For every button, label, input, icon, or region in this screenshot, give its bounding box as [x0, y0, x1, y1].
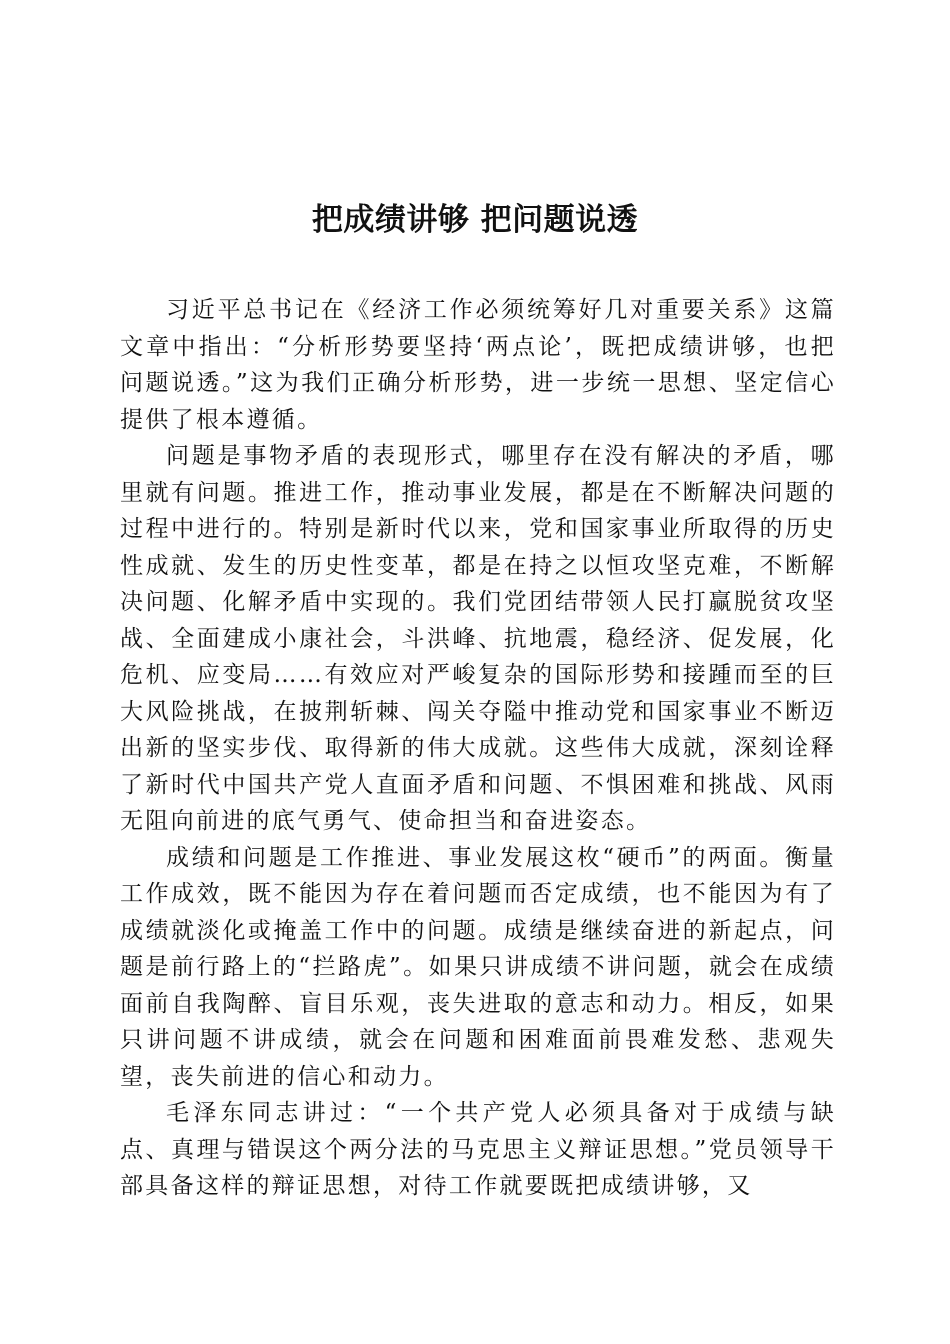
- document-body: [120, 292, 836, 1205]
- paragraph: 问题是事物矛盾的表现形式，哪里存在没有解决的矛盾，哪里就有问题。推进工作，推动事业发展，都是在不断解决问题的过程中进行的。特别是新时代以来，党和国家事业所取得的历史性成就、发生的历史性变革，都是在持之以恒攻坚克难，不断解决问题、化解矛盾中实现的。我们党团结带领人民打赢脱贫攻坚战、全面建成小康社会，斗洪峰、抗地震，稳经济、促发展，化危机、应变局……有效应对严峻复杂的国际形势和接踵而至的巨大风险挑战，在披荆斩棘、闯关夺隘中推动党和国家事业不断迈出新的坚实步伐、取得新的伟大成就。这些伟大成就，深刻诠释了新时代中国共产党人直面矛盾和问题、不惧困难和挑战、风雨无阻向前进的底气勇气、使命担当和奋进姿态。: [120, 443, 836, 834]
- document-title: 把成绩讲够 把问题说透: [311, 202, 639, 238]
- paragraph: 毛泽东同志讲过：“一个共产党人必须具备对于成绩与缺点、真理与错误这个两分法的马克思主义辩证思想。”党员领导干部具备这样的辩证思想，对待工作就要既把成绩讲够，又: [120, 1100, 836, 1199]
- paragraph: 习近平总书记在《经济工作必须统筹好几对重要关系》这篇文章中指出：“分析形势要坚持‘两点论’，既把成绩讲够，也把问题说透。”这为我们正确分析形势，进一步统一思想、坚定信心提供了根本遵循。: [120, 297, 836, 433]
- paragraph: 成绩和问题是工作推进、事业发展这枚“硬币”的两面。衡量工作成效，既不能因为存在着问题而否定成绩，也不能因为有了成绩就淡化或掩盖工作中的问题。成绩是继续奋进的新起点，问题是前行路上的“拦路虎”。如果只讲成绩不讲问题，就会在成绩面前自我陶醉、盲目乐观，丧失进取的意志和动力。相反，如果只讲问题不讲成绩，就会在问题和困难面前畏难发愁、悲观失望，丧失前进的信心和动力。: [120, 844, 836, 1090]
